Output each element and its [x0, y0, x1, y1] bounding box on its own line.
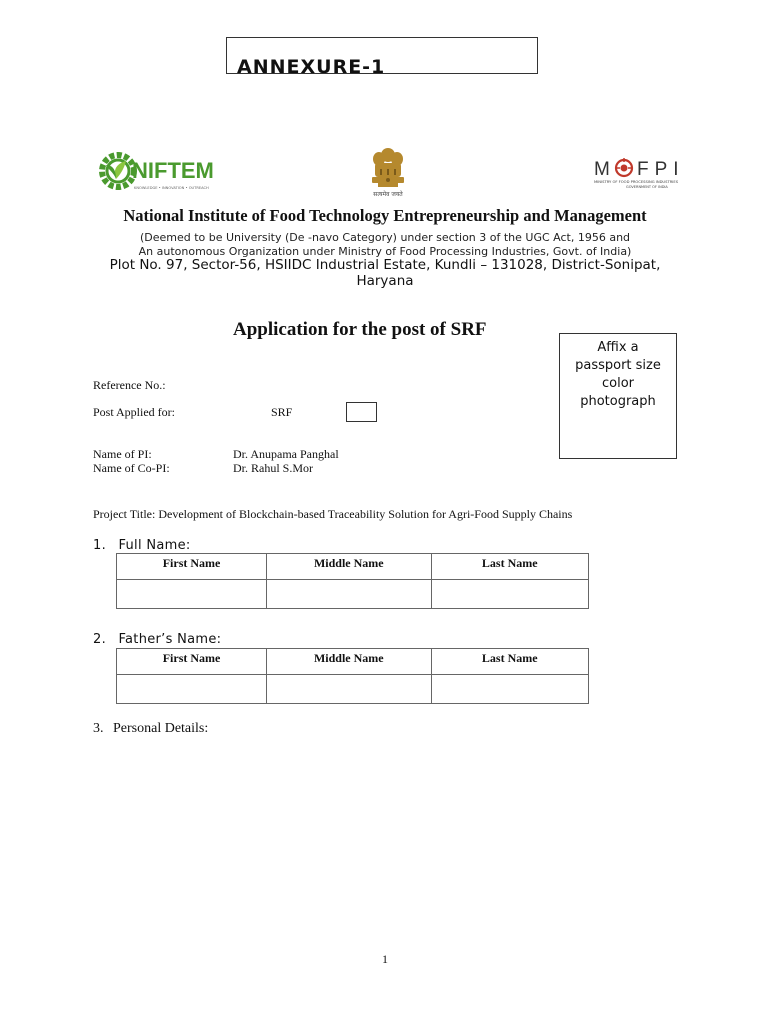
svg-text:GOVERNMENT OF INDIA: GOVERNMENT OF INDIA — [626, 185, 668, 189]
niftem-logo — [98, 146, 218, 196]
pi-value: Dr. Anupama Panghal — [233, 447, 339, 461]
copi-value: Dr. Rahul S.Mor — [233, 461, 314, 475]
svg-text:KNOWLEDGE • INNOVATION • OUTRE: KNOWLEDGE • INNOVATION • OUTREACH — [134, 186, 209, 190]
column-header-middle: Middle Name — [267, 649, 431, 675]
niftem-gear-icon — [98, 146, 218, 196]
first-name-input[interactable] — [117, 580, 267, 609]
photo-line-1: Affix a — [597, 340, 639, 355]
svg-text:M: M — [594, 159, 610, 180]
svg-text:सत्यमेव जयते: सत्यमेव जयते — [373, 191, 403, 198]
deemed-university-note — [0, 231, 770, 259]
father-middle-name-input[interactable] — [267, 675, 431, 704]
project-title: Project Title: Development of Blockchain-based Traceability Solution for Agri-Food Supply Chains — [93, 507, 573, 521]
column-header-last: Last Name — [431, 649, 589, 675]
copi-label: Name of Co-PI: — [93, 461, 170, 475]
section-3-label: Personal Details: — [113, 721, 209, 736]
full-name-table — [116, 553, 589, 609]
institute-name: National Institute of Food Technology Entrepreneurship and Management — [123, 206, 647, 225]
address-line-2: Haryana — [356, 273, 414, 289]
table-header-row — [117, 649, 589, 675]
institute-address — [0, 257, 770, 289]
table-header-row — [117, 554, 589, 580]
reference-no-label: Reference No.: — [93, 378, 166, 392]
page-number: 1 — [382, 952, 388, 966]
middle-name-input[interactable] — [267, 580, 431, 609]
annexure-label: ANNEXURE-1 — [237, 56, 386, 74]
photo-line-3: color — [601, 376, 634, 391]
column-header-middle: Middle Name — [267, 554, 431, 580]
section-1-number: 1. — [93, 538, 107, 553]
section-1-heading — [93, 538, 191, 553]
table-row — [117, 580, 589, 609]
svg-text:NIFTEM: NIFTEM — [132, 158, 214, 183]
section-3-heading — [93, 721, 208, 737]
svg-text:FPI: FPI — [637, 159, 685, 180]
photo-line-4: photograph — [580, 394, 656, 409]
post-applied-value: SRF — [271, 405, 293, 419]
section-2-heading — [93, 632, 221, 647]
father-first-name-input[interactable] — [117, 675, 267, 704]
post-checkbox[interactable] — [346, 402, 377, 422]
father-last-name-input[interactable] — [431, 675, 589, 704]
pi-label: Name of PI: — [93, 447, 152, 461]
column-header-first: First Name — [117, 649, 267, 675]
column-header-last: Last Name — [431, 554, 589, 580]
svg-text:MINISTRY OF FOOD PROCESSING IN: MINISTRY OF FOOD PROCESSING INDUSTRIES — [594, 180, 679, 184]
lion-capital-icon — [366, 145, 410, 199]
section-1-label: Full Name: — [118, 538, 191, 553]
photo-line-2: passport size — [575, 358, 661, 373]
photo-placeholder-box — [559, 333, 677, 459]
photo-instructions — [560, 334, 676, 411]
annexure-box — [226, 37, 538, 74]
last-name-input[interactable] — [431, 580, 589, 609]
deemed-line-2: An autonomous Organization under Ministry of Food Processing Industries, Govt. of India) — [138, 245, 632, 258]
application-title: Application for the post of SRF — [233, 319, 487, 340]
mofpi-emblem-icon — [592, 156, 696, 192]
table-row — [117, 675, 589, 704]
mofpi-logo — [592, 156, 696, 192]
post-applied-label: Post Applied for: — [93, 405, 176, 419]
section-2-label: Father’s Name: — [118, 632, 222, 647]
national-emblem — [366, 145, 410, 199]
fathers-name-table — [116, 648, 589, 704]
deemed-line-1: (Deemed to be University (De -navo Category) under section 3 of the UGC Act, 1956 and — [139, 231, 631, 244]
section-2-number: 2. — [93, 632, 107, 647]
column-header-first: First Name — [117, 554, 267, 580]
section-3-number: 3. — [93, 721, 104, 736]
address-line-1: Plot No. 97, Sector-56, HSIIDC Industrial Estate, Kundli – 131028, District-Sonipat, — [109, 257, 661, 273]
